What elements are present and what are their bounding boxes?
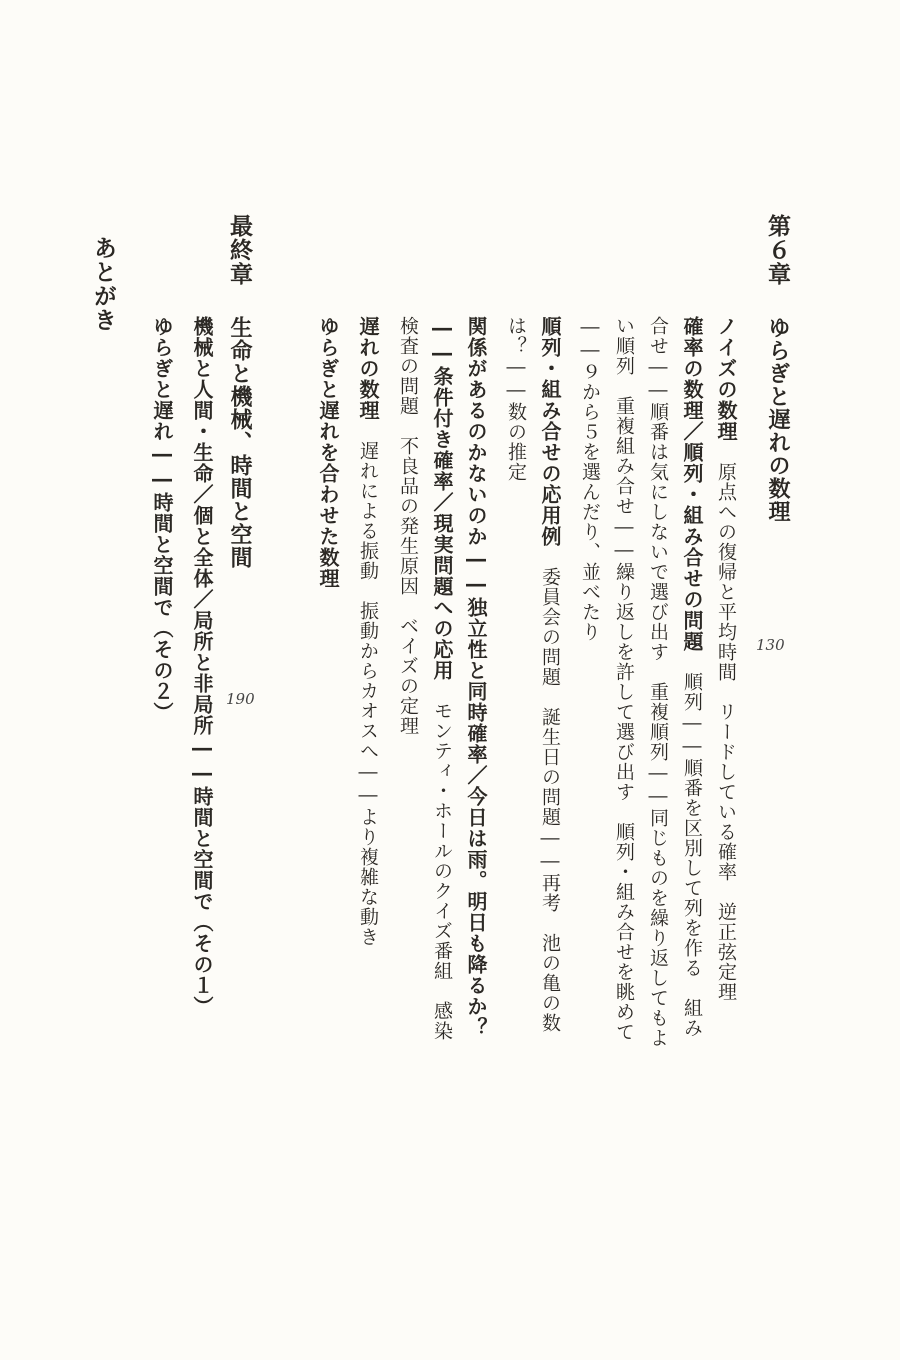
afterword: あとがき bbox=[90, 236, 116, 332]
toc-heading: ゆらぎと遅れ――時間と空間で（その２） bbox=[150, 316, 174, 723]
toc-text: モンティ・ホールのクイズ番組 感染 bbox=[431, 681, 453, 1041]
toc-text: 委員会の問題 誕生日の問題――再考 池の亀の数 bbox=[539, 547, 561, 1033]
chapter6-line bbox=[540, 316, 560, 1033]
toc-text: い順列 重複組み合せ――繰り返しを許して選び出す 順列・組み合せを眺めて bbox=[613, 316, 635, 1042]
toc-text: ――９から５を選んだり、並べたり bbox=[579, 316, 601, 642]
final-chapter-page-number: 190 bbox=[226, 690, 255, 708]
chapter6-line bbox=[648, 316, 668, 1048]
chapter6-line bbox=[318, 316, 338, 589]
final-chapter-label: 最終章 bbox=[226, 214, 252, 286]
toc-heading: ――条件付き確率／現実問題への応用 bbox=[430, 316, 454, 681]
toc-heading: 順列・組み合せの応用例 bbox=[538, 316, 562, 547]
final-chapter-line bbox=[152, 316, 172, 723]
chapter6-line bbox=[398, 316, 418, 736]
chapter6-line bbox=[358, 316, 378, 947]
toc-text: 原点への復帰と平均時間 リードしている確率 逆正弦定理 bbox=[715, 442, 737, 1002]
toc-heading: ゆらぎと遅れを合わせた数理 bbox=[316, 316, 340, 589]
toc-heading: 機械と人間・生命／個と全体／局所と非局所――時間と空間で（その１） bbox=[190, 316, 214, 1017]
chapter6-line bbox=[682, 316, 702, 1038]
chapter6-line bbox=[580, 316, 600, 642]
chapter6-line bbox=[466, 316, 486, 1038]
toc-heading: 遅れの数理 bbox=[356, 316, 380, 421]
chapter6-title: ゆらぎと遅れの数理 bbox=[765, 316, 790, 523]
chapter6-line bbox=[432, 316, 452, 1041]
toc-heading: ノイズの数理 bbox=[714, 316, 738, 442]
toc-text: 遅れによる振動 振動からカオスへ――より複雑な動き bbox=[357, 421, 379, 947]
chapter6-page-number: 130 bbox=[756, 636, 785, 654]
final-chapter-title: 生命と機械、時間と空間 bbox=[227, 316, 252, 569]
chapter6-line bbox=[716, 316, 736, 1002]
toc-text: は？――数の推定 bbox=[505, 316, 527, 482]
toc-text: 合せ――順番は気にしないで選び出す 重複順列――同じものを繰り返してもよ bbox=[647, 316, 669, 1048]
toc-heading: 確率の数理／順列・組み合せの問題 bbox=[680, 316, 704, 652]
toc-heading: 関係があるのかないのか――独立性と同時確率／今日は雨。明日も降るか？ bbox=[464, 316, 488, 1038]
chapter6-line bbox=[614, 316, 634, 1042]
chapter6-line bbox=[506, 316, 526, 482]
toc-text: 検査の問題 不良品の発生原因 ベイズの定理 bbox=[397, 316, 419, 736]
final-chapter-line bbox=[192, 316, 212, 1017]
toc-text: 順列――順番を区別して列を作る 組み bbox=[681, 652, 703, 1038]
chapter6-label: 第６章 bbox=[764, 214, 790, 286]
